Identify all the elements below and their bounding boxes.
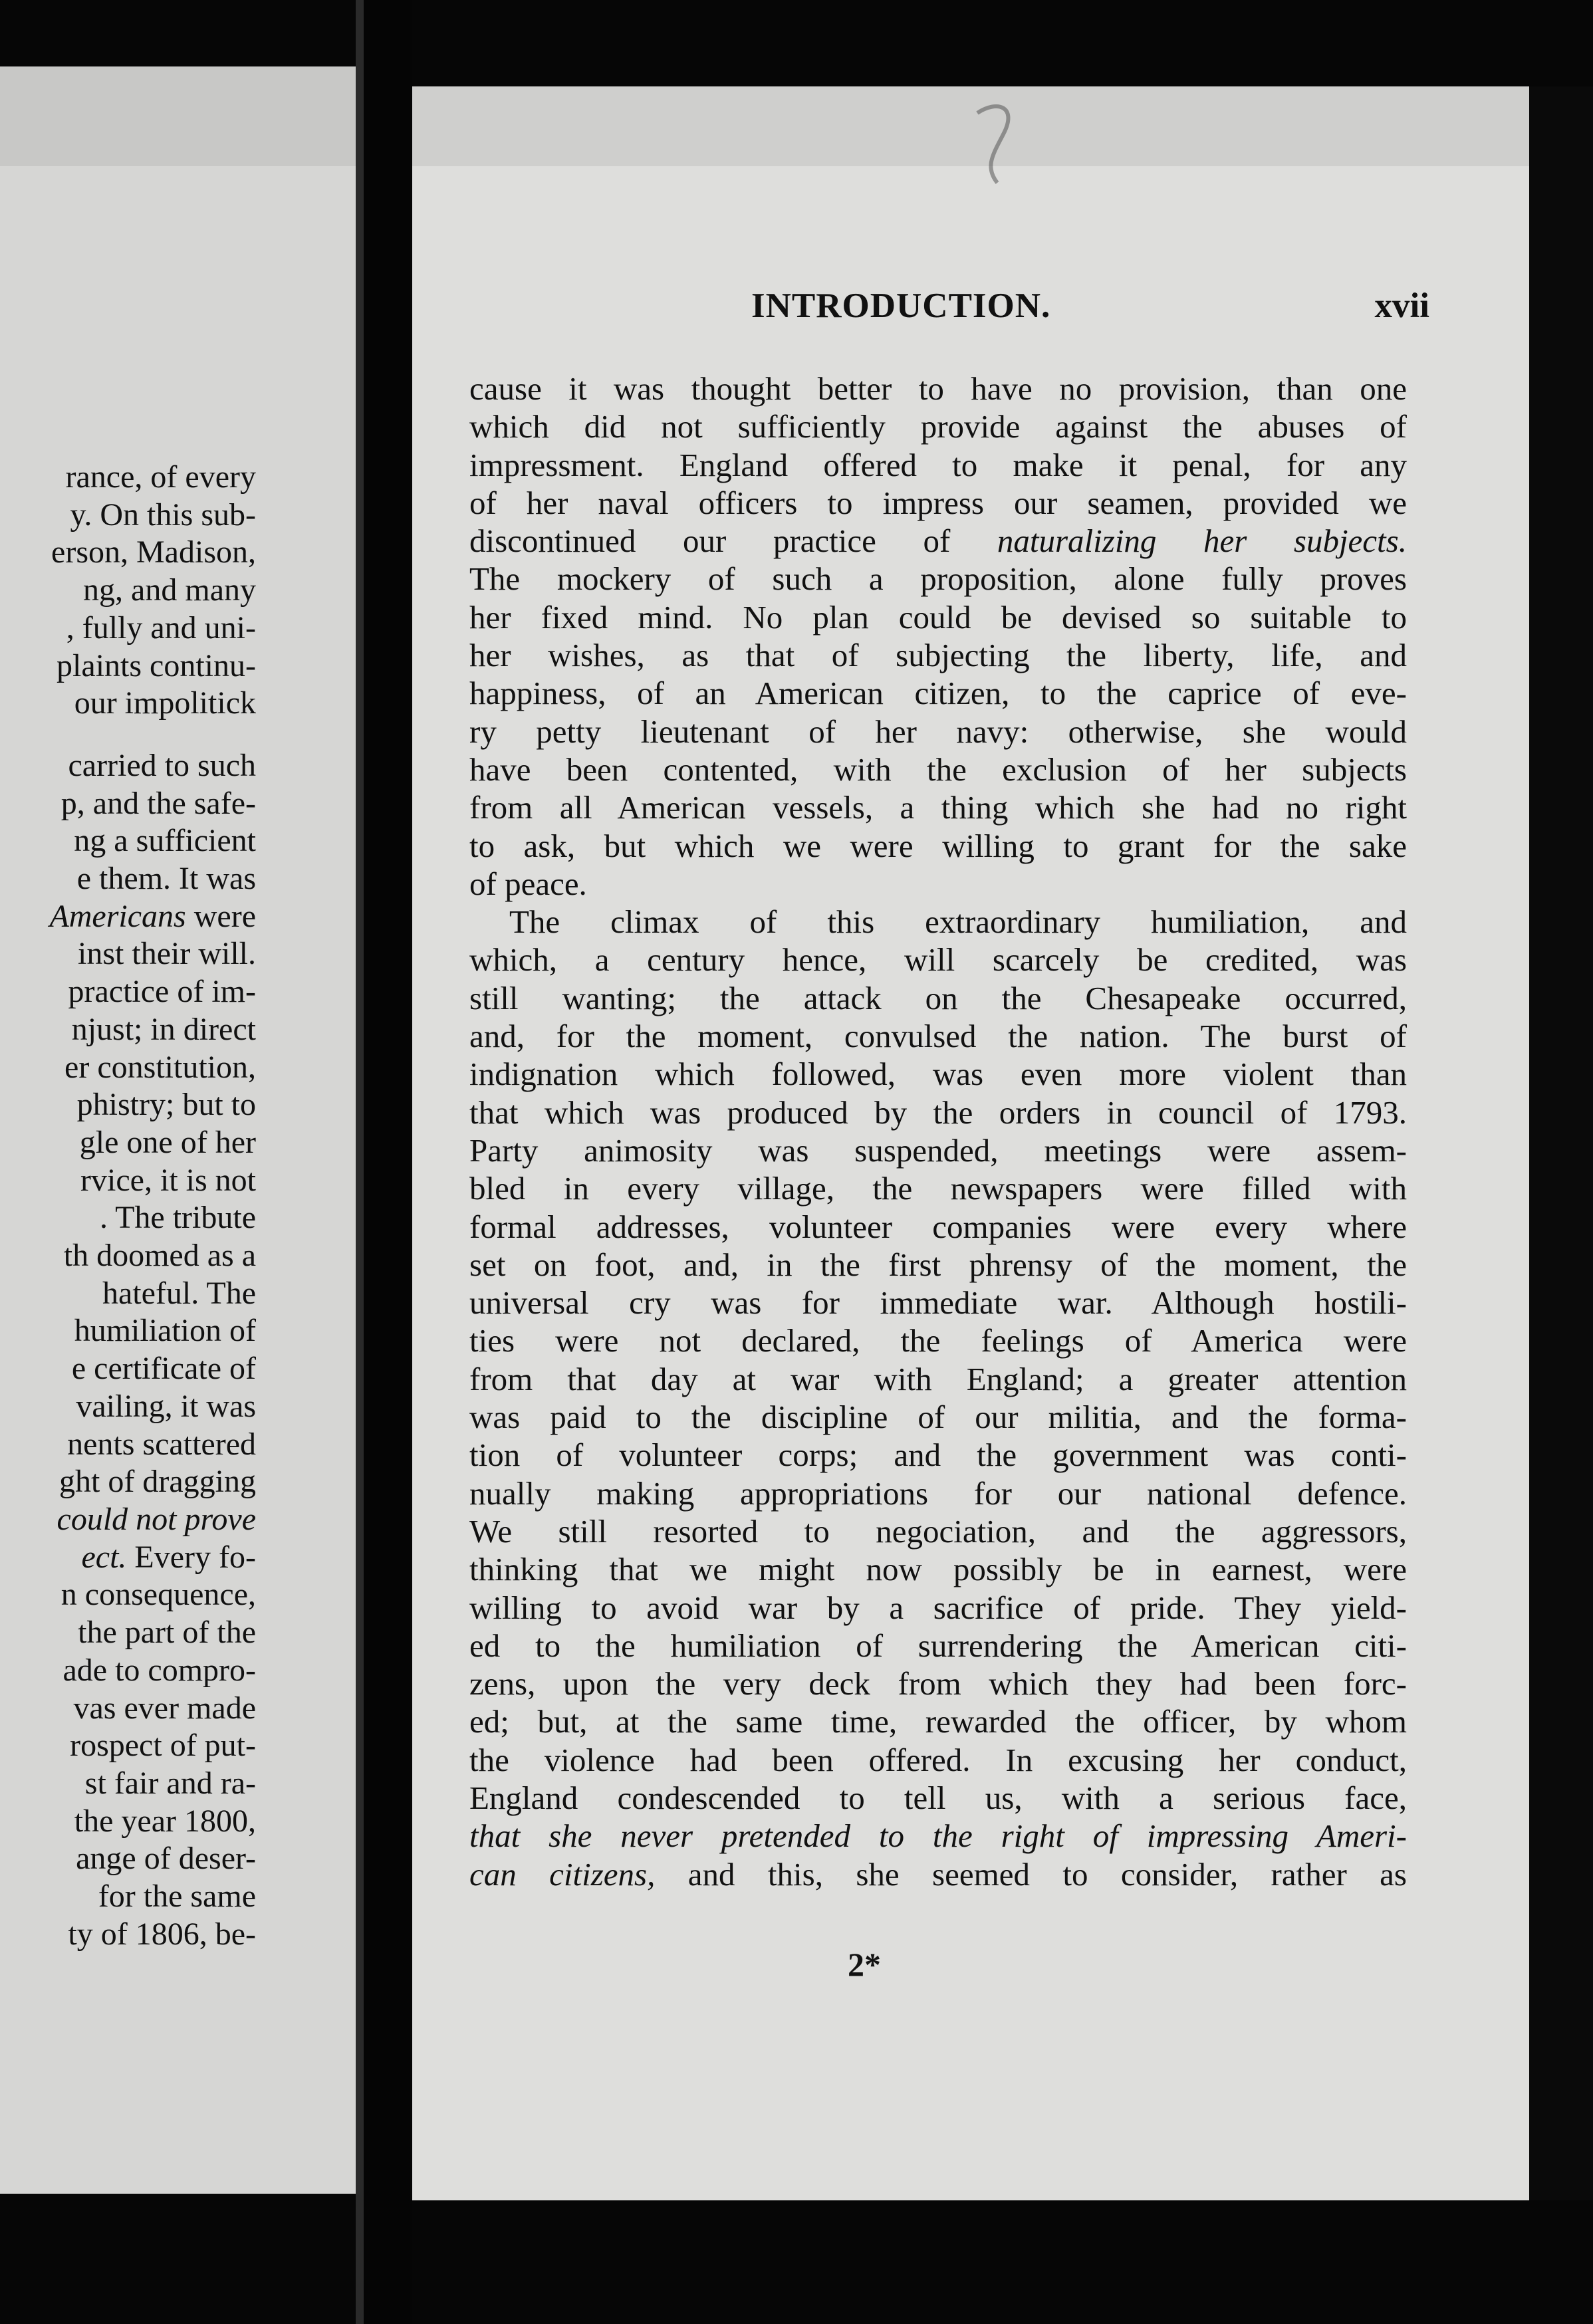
running-title: INTRODUCTION. [751, 287, 1051, 325]
left-page-line: hateful. The [102, 1275, 256, 1311]
left-page-line: rvice, it is not [80, 1162, 256, 1198]
left-page-line: humiliation of [74, 1313, 256, 1349]
left-page-text [0, 459, 256, 1953]
text-line: England condescended to tell us, with a serious face, [469, 1779, 1407, 1816]
text-line: set on foot, and, in the first phrensy of the moment, the [469, 1246, 1407, 1283]
left-page-line: ty of 1806, be- [68, 1916, 256, 1952]
text-line-post: and this, she seemed to consider, rather as [655, 1855, 1407, 1893]
text-line: which, a century hence, will scarcely be credited, was [469, 941, 1407, 979]
text-line: cause it was thought better to have no provision, than one [469, 370, 1407, 407]
left-page-line: vas ever made [73, 1690, 256, 1726]
left-page-line: ng a sufficient [74, 823, 256, 859]
left-page-line: the part of the [78, 1615, 256, 1651]
italic-phrase: naturalizing her subjects. [997, 523, 1407, 560]
text-line [469, 1855, 1407, 1893]
text-line: The mockery of such a proposition, alone fully proves [469, 560, 1407, 598]
text-line: formal addresses, volunteer companies were every where [469, 1208, 1407, 1245]
text-line: tion of volunteer corps; and the government was conti- [469, 1437, 1407, 1474]
left-page-line: erson, Madison, [51, 534, 256, 570]
left-page-line: plaints continu- [57, 647, 256, 683]
left-page-line: th doomed as a [63, 1238, 256, 1274]
left-page-line: . The tribute [99, 1200, 256, 1236]
text-line: ry petty lieutenant of her navy: otherwise, she would [469, 713, 1407, 750]
book-gutter [359, 0, 412, 2324]
left-page-line: ade to compro- [62, 1652, 256, 1688]
left-page-italic: could not prove [57, 1501, 256, 1537]
text-line: We still resorted to negociation, and the aggressors, [469, 1512, 1407, 1550]
text-line: impressment. England offered to make it penal, for any [469, 446, 1407, 483]
text-line: of peace. [469, 865, 587, 902]
text-line [469, 522, 1407, 560]
right-page-outer-edge [1529, 86, 1593, 2200]
spine-edge [356, 0, 364, 2324]
text-line: ed to the humiliation of surrendering the American citi- [469, 1627, 1407, 1664]
left-facing-page [0, 66, 359, 2194]
left-page-line: y. On this sub- [70, 497, 256, 532]
text-line: thinking that we might now possibly be in earnest, were [469, 1551, 1407, 1588]
left-page-line: practice of im- [68, 974, 256, 1010]
text-line: ties were not declared, the feelings of America were [469, 1322, 1407, 1359]
left-page-line: er constitution, [64, 1049, 256, 1085]
left-page-line [0, 723, 256, 747]
left-page-line: rance, of every [65, 459, 256, 495]
italic-phrase: can citizens, [469, 1855, 656, 1893]
left-page-line: for the same [98, 1879, 256, 1915]
text-line: that which was produced by the orders in council of 1793. [469, 1094, 1407, 1131]
text-line: bled in every village, the newspapers were filled with [469, 1170, 1407, 1207]
left-page-line: st fair and ra- [84, 1765, 256, 1801]
left-page-line: n consequence, [61, 1577, 256, 1613]
italic-phrase: that she never pretended to the right of impressing Ameri- [469, 1817, 1407, 1855]
left-page-line: p, and the safe- [61, 785, 256, 821]
text-line: her fixed mind. No plan could be devised so suitable to [469, 598, 1407, 636]
left-page-line: carried to such [68, 747, 256, 783]
text-line: was paid to the discipline of our militia, and the forma- [469, 1399, 1407, 1436]
left-page-line [0, 1501, 256, 1539]
left-page-line: ght of dragging [59, 1464, 256, 1500]
pencil-mark-icon [957, 93, 1037, 193]
left-page-line: our impolitick [74, 685, 256, 721]
left-page-italic: Americans [49, 898, 186, 934]
left-page-italic: ect. [81, 1539, 127, 1575]
text-line: indignation which followed, was even more violent than [469, 1056, 1407, 1093]
left-page-line [0, 898, 256, 936]
left-page-line: ng, and many [83, 572, 256, 608]
text-line-pre: discontinued our practice of [469, 523, 997, 560]
left-page-line-rest: were [185, 898, 256, 934]
text-line: nually making appropriations for our national defence. [469, 1474, 1407, 1512]
text-line: willing to avoid war by a sacrifice of pride. They yield- [469, 1589, 1407, 1626]
text-line: which did not sufficiently provide against the abuses of [469, 408, 1407, 445]
signature-mark: 2* [848, 1946, 881, 1983]
text-line: The climax of this extraordinary humiliation, and [509, 903, 1407, 941]
body-text [469, 370, 1407, 1893]
left-page-line [0, 1539, 256, 1577]
text-line: ed; but, at the same time, rewarded the officer, by whom [469, 1703, 1407, 1740]
text-line: her wishes, as that of subjecting the liberty, life, and [469, 637, 1407, 674]
left-page-line: rospect of put- [70, 1728, 256, 1764]
left-page-line: njust; in direct [71, 1011, 256, 1047]
left-page-line: the year 1800, [74, 1803, 256, 1839]
text-line [469, 1817, 1407, 1855]
left-page-line: e certificate of [71, 1351, 256, 1387]
left-page-top-edge [0, 66, 359, 166]
left-page-line: inst their will. [78, 936, 256, 972]
left-page-line: ange of deser- [76, 1841, 256, 1877]
running-head [678, 286, 1429, 332]
text-line: from that day at war with England; a greater attention [469, 1360, 1407, 1397]
text-line: happiness, of an American citizen, to the caprice of eve- [469, 675, 1407, 712]
left-page-line: nents scattered [67, 1426, 256, 1462]
text-line: to ask, but which we were willing to grant for the sake [469, 827, 1407, 864]
text-line: zens, upon the very deck from which they had been forc- [469, 1665, 1407, 1702]
page-number: xvii [1374, 287, 1429, 325]
left-page-line: gle one of her [79, 1124, 256, 1160]
left-page-line: e them. It was [76, 861, 256, 897]
text-line: still wanting; the attack on the Chesapeake occurred, [469, 979, 1407, 1016]
text-line: have been contented, with the exclusion of her subjects [469, 751, 1407, 788]
text-line: of her naval officers to impress our seamen, provided we [469, 484, 1407, 521]
left-page-line: , fully and uni- [66, 610, 256, 645]
left-page-line: phistry; but to [76, 1087, 256, 1123]
text-line: Party animosity was suspended, meetings were assem- [469, 1131, 1407, 1169]
left-page-line: vailing, it was [76, 1388, 256, 1424]
text-line: the violence had been offered. In excusing her conduct, [469, 1741, 1407, 1778]
left-page-line-rest: Every fo- [126, 1539, 256, 1575]
text-line: and, for the moment, convulsed the nation. The burst of [469, 1018, 1407, 1055]
text-line: universal cry was for immediate war. Although hostili- [469, 1284, 1407, 1322]
text-line: from all American vessels, a thing which she had no right [469, 789, 1407, 826]
